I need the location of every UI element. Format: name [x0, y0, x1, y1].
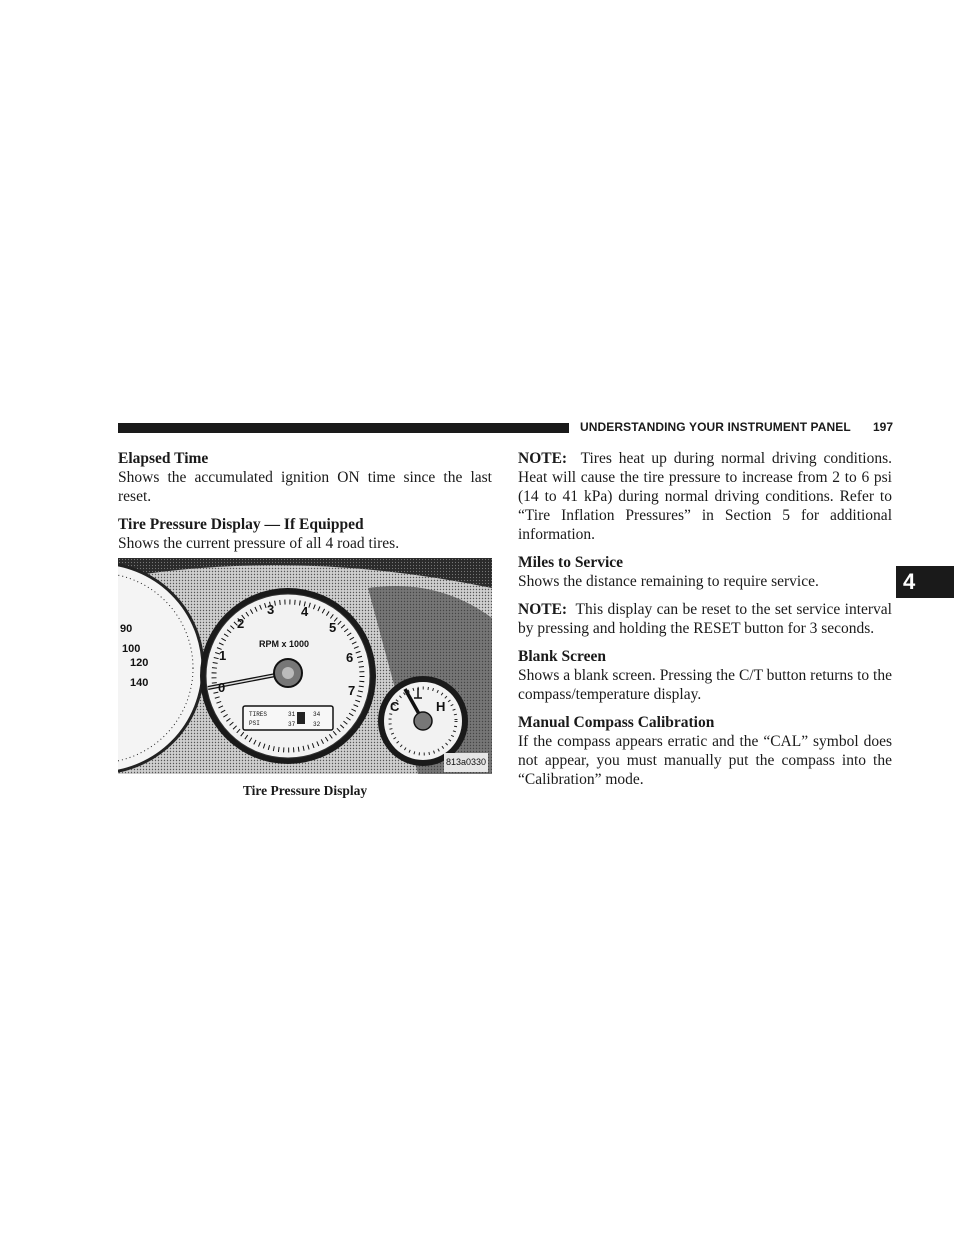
left-column: [118, 449, 492, 800]
temp-hot-label: H: [436, 699, 446, 714]
body-tire-pressure: Shows the current pressure of all 4 road tires.: [118, 535, 400, 552]
lcd-value: 31: [288, 711, 296, 718]
tach-number: 2: [237, 616, 245, 631]
lcd-line: PSI: [249, 720, 260, 727]
heading-elapsed-time: Elapsed Time: [118, 450, 209, 467]
speedo-label: 140: [130, 677, 149, 689]
body-elapsed-time: Shows the accumulated ignition ON time since the last reset.: [118, 469, 492, 505]
figure-caption: Tire Pressure Display: [242, 783, 368, 798]
heading-blank-screen: Blank Screen: [518, 648, 606, 665]
tach-number: 7: [348, 683, 356, 698]
speedo-label: 120: [130, 657, 149, 669]
note-heat: [518, 449, 892, 544]
heading-tire-pressure: Tire Pressure Display — If Equipped: [118, 516, 364, 533]
header-rule: [118, 423, 569, 433]
body-manual-compass: If the compass appears erratic and the “CAL” symbol does not appear, you must manually put the compass into the “Calibration” mode.: [518, 733, 892, 788]
tire-pressure-figure: [118, 558, 492, 774]
page-number: 197: [872, 420, 893, 434]
tach-number: 6: [346, 650, 354, 665]
tach-number: 5: [329, 620, 337, 635]
car-icon: [297, 712, 305, 724]
note-reset: [518, 600, 892, 638]
lcd-value: 32: [313, 721, 321, 728]
speedo-label: 90: [120, 623, 133, 635]
instrument-cluster-illustration: [118, 558, 492, 774]
lcd-value: 34: [313, 711, 321, 718]
tach-number: 0: [218, 680, 226, 695]
note-label: NOTE:: [518, 450, 568, 467]
body-blank-screen: Shows a blank screen. Pressing the C/T button returns to the compass/temperature display.: [518, 667, 892, 703]
heading-manual-compass: Manual Compass Calibration: [518, 714, 715, 731]
body-miles-to-service: Shows the distance remaining to require service.: [518, 573, 819, 590]
note-label: NOTE:: [518, 601, 568, 618]
speedo-label: 100: [122, 643, 141, 655]
lcd-value: 37: [288, 721, 296, 728]
tach-number: 4: [301, 604, 309, 619]
tach-number: 1: [219, 648, 227, 663]
heading-miles-to-service: Miles to Service: [518, 554, 624, 571]
tach-unit-label: RPM x 1000: [259, 639, 310, 649]
right-column: [518, 449, 892, 798]
tach-number: 3: [267, 602, 275, 617]
note-body: This display can be reset to the set service interval by pressing and holding the RESET button for 3 seconds.: [518, 601, 892, 637]
section-tab: 4: [896, 566, 954, 598]
note-body: Tires heat up during normal driving conditions. Heat will cause the tire pressure to increase from 2 to 6 psi (14 to 41 kPa) during normal driving conditions. Refer to “Tire Inflation Pressures” in Section 5 for additional information.: [518, 450, 892, 543]
lcd-line: TIRES: [249, 711, 268, 718]
running-header: UNDERSTANDING YOUR INSTRUMENT PANEL: [580, 420, 851, 434]
figure-code: 813a0330: [444, 753, 488, 772]
temp-cold-label: C: [390, 699, 400, 714]
